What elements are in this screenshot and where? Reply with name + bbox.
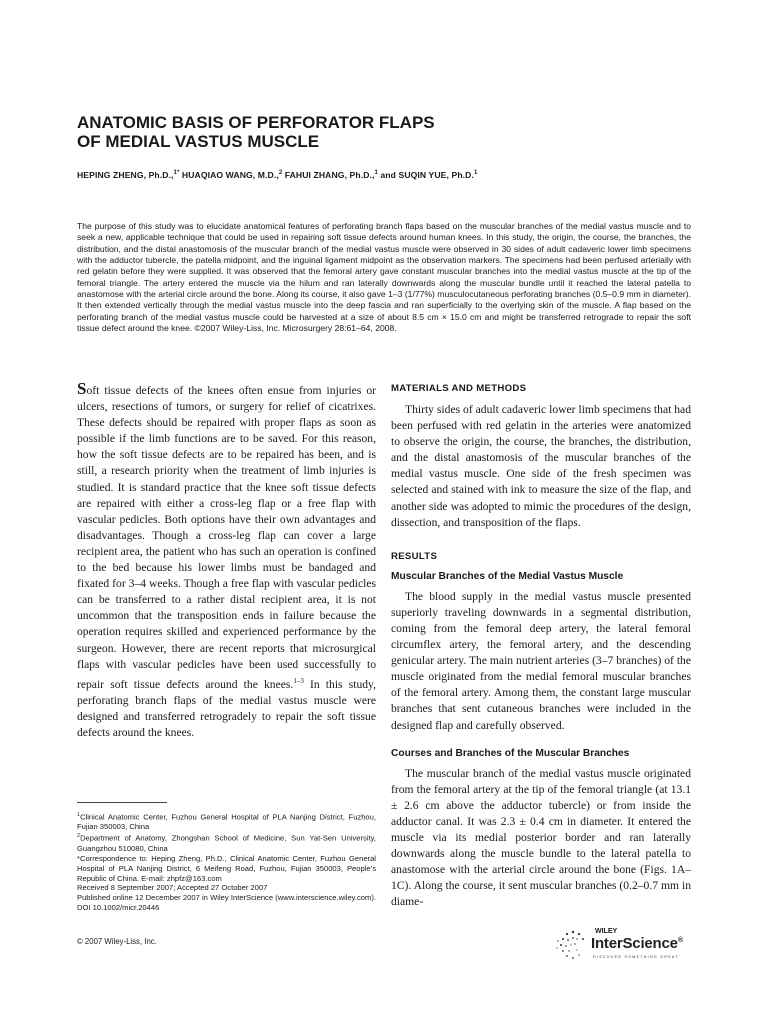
logo-main-text <box>591 935 683 952</box>
footnote-1 <box>77 811 376 832</box>
left-column <box>77 381 376 741</box>
intro-paragraph <box>77 381 376 741</box>
author-list <box>77 170 697 180</box>
footnotes <box>77 811 376 913</box>
footnote-1-mark: 1 <box>77 812 81 818</box>
author-4: and SUQIN YUE, Ph.D. <box>377 170 474 180</box>
results-paragraph-2: The muscular branch of the medial vastus muscle originated from the femoral artery at the tip of the femoral triangle (at 13.1 ± 2.6 cm above the adductor tubercle) or from inside the adductor canal. It was 2.3 ± 0.4 cm in diameter. It entered the muscle via its medial posterior border and ran laterally downwards along the muscle bundle to the lateral patella to anastomose with the arterial circle around the bone (Figs. 1A–1C). Along the course, it sent muscular branches (0.2–0.7 mm in diame- <box>391 766 691 909</box>
author-1-affil: 1* <box>173 170 180 177</box>
title-line-2: OF MEDIAL VASTUS MUSCLE <box>77 132 320 151</box>
materials-heading: MATERIALS AND METHODS <box>391 383 527 394</box>
footnote-2 <box>77 832 376 853</box>
footnote-received: Received 8 September 2007; Accepted 27 October 2007 <box>77 883 268 893</box>
author-2-affil: 2 <box>278 170 283 177</box>
author-4-affil: 1 <box>473 170 478 177</box>
intro-text-2: In this study, perforating branch flaps of the medial vastus muscle were designed and transferred retrogradely to repair the soft tissue defects around the knees. <box>77 677 376 739</box>
author-1: HEPING ZHENG, Ph.D., <box>77 170 174 180</box>
intro-text: oft tissue defects of the knees often ensue from injuries or ulcers, resections of tumors, or surgery for relief of cicatrixes. These defects should be repaired with proper flaps as soon as possible if the limb functions are to be saved. For this reason, how the soft tissue defects are to be repaired has been, and is still, a research priority when the treatment of limb injuries is studied. It is standard practice that the knee soft tissue defects are repaired with either a cross-leg flap or a free flap with vascular pedicles. Both options have their own advantages and disadvantages. Though a cross-leg flap can cover a large recipient area, the patient who has such an operation is confined to the bed because his lower limbs must be bandaged and fixated for 3–4 weeks. Though a free flap with vascular pedicles can be transferred to a rather distal recipient area, it is not uncommon that the transposition ends in failure because the operation requires skilled and experienced performance by the surgeon. However, there are recent reports that microsurgical flaps with vascular pedicles have been used successfully to repair soft tissue defects around the knees. <box>77 384 376 691</box>
logo-brand: InterScience <box>591 935 678 952</box>
title-line-1: ANATOMIC BASIS OF PERFORATOR FLAPS <box>77 113 435 132</box>
article-title <box>77 113 697 151</box>
results-paragraph-1: The blood supply in the medial vastus muscle presented superiorly traveling downwards in a segmental distribution, coming from the femoral deep artery, the lateral femoral circumflex artery, the femoral artery, and the descending genicular artery. The main nutrient arteries (3–7 branches) of the muscle originated from the medial femoral muscular branches of the femoral artery. Among them, the constant large muscular branches that sent cutaneous branches were included in the designed flap and carefully observed. <box>391 589 691 732</box>
results-heading: RESULTS <box>391 550 438 562</box>
footnote-2-mark: 2 <box>77 833 81 840</box>
author-2: HUAQIAO WANG, M.D., <box>179 170 279 180</box>
right-column <box>391 381 691 910</box>
logo-dots-icon <box>555 928 591 964</box>
footnote-1-text: Clinical Anatomic Center, Fuzhou General Hospital of PLA Nanjing District, Fuzhou, Fujian 350003, China <box>77 812 376 832</box>
abstract: The purpose of this study was to elucidate anatomical features of perforating branch flaps based on the muscular branches of the medial vastus muscle and to seek a new, applicable technique that could be used in repairing soft tissue defects around human knees. In this study, the origin, the course, the branches, the distribution, and the distal anastomosis of the muscular branch of the medial vastus muscle were observed in 30 sides of adult cadaveric lower limb specimens with the adductor tubercle, the patella midpoint, and the inguinal ligament midpoint as the observation markers. The specimens had been perfused arterially with red gelatin before they were supplied. It was observed that the femoral artery gave constant muscular branches into the medial vastus muscle at the tip of the femoral triangle. The artery entered the muscle via the hilum and ran laterally downwards along the muscular bundle until it reached the lateral patella to anastomose with the arterial circle around the bone. Along its course, it also gave 1–3 (1/77%) musculocutaneous perforating branches (0.5–0.9 mm in diameter). It then extended vertically through the medial vastus muscle into the deep fascia and ran superficially to the overlying skin of the muscle. A flap based on the perforating branch of the medial vastus muscle could be harvested at a size of about 8.5 cm × 15.0 cm and might be transferred retrograde to repair the soft tissue defect around the knee. ©2007 Wiley-Liss, Inc. Microsurgery 28:61–64, 2008. <box>77 221 691 334</box>
copyright: © 2007 Wiley-Liss, Inc. <box>77 937 157 946</box>
materials-paragraph: Thirty sides of adult cadaveric lower limb specimens that had been perfused with red gelatin in the arteries were anatomized to observe the origin, the course, the branches, the distribution, and the distal anastomosis of the muscular branches of the medial vastus muscle. One side of the fresh specimen was selected and stained with ink to measure the size of the flap, and another side was adopted to mimic the procedures of the design, dissection, and transposition of the flaps. <box>391 403 691 529</box>
footnote-rule <box>77 802 167 803</box>
logo-tagline: DISCOVER SOMETHING GREAT <box>593 955 679 959</box>
logo-registered: ® <box>677 937 683 944</box>
results-subheading-2: Courses and Branches of the Muscular Branches <box>391 747 630 759</box>
citation: 1–3 <box>293 676 304 685</box>
logo-wiley-text: WILEY <box>595 928 618 935</box>
drop-cap: S <box>77 379 87 398</box>
author-3-affil: 1 <box>374 170 378 177</box>
results-subheading-1: Muscular Branches of the Medial Vastus Muscle <box>391 570 624 582</box>
wiley-interscience-logo <box>555 928 695 964</box>
author-3: FAHUI ZHANG, Ph.D., <box>282 170 375 180</box>
footnote-correspondence: *Correspondence to: Heping Zheng, Ph.D., Clinical Anatomic Center, Fuzhou General Hospital of PLA Nanjing District, 6 Meifeng Road, Fuzhou, Fujian 350003, People’s Republic of China. E-mail: zhpfz@163.com <box>77 853 376 883</box>
footnote-published: Published online 12 December 2007 in Wiley InterScience (www.interscience.wiley.com). DOI 10.1002/micr.20446 <box>77 893 376 913</box>
footnote-2-text: Department of Anatomy, Zhongshan School of Medicine, Sun Yat-Sen University, Guangzhou 510080, China <box>77 833 376 853</box>
